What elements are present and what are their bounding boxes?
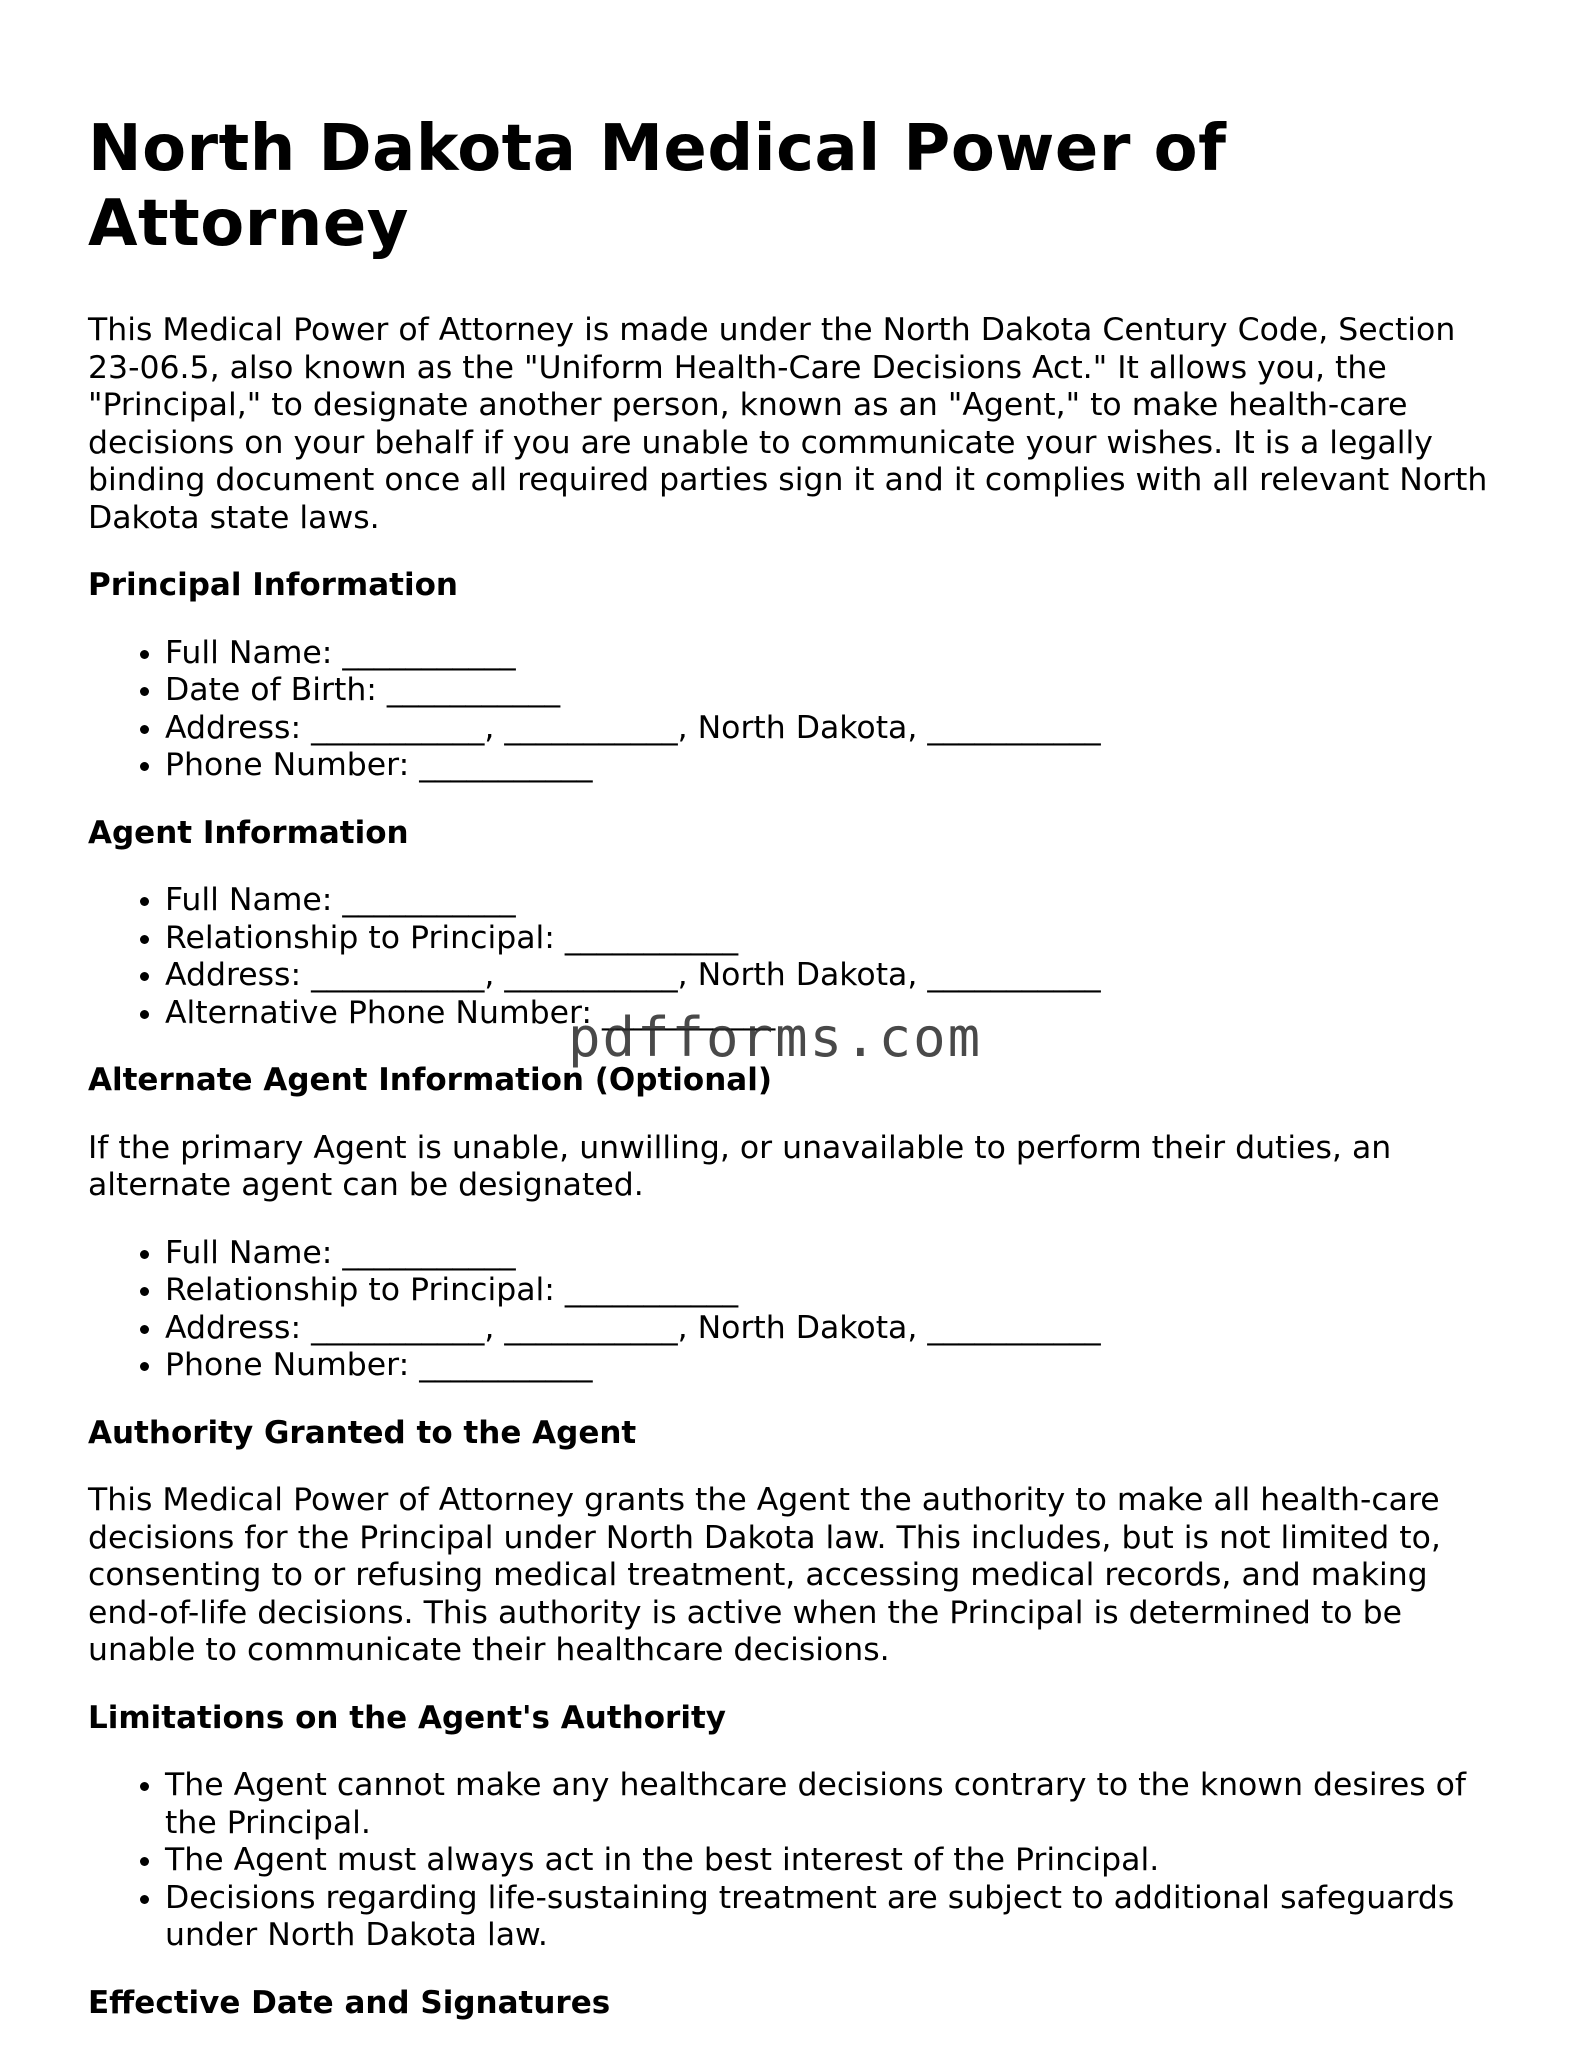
list-item: • Full Name: ___________ — [165, 882, 1508, 920]
list-item: • Relationship to Principal: ___________ — [165, 920, 1508, 958]
agent-list — [88, 882, 1508, 1032]
list-item: • Relationship to Principal: ___________ — [165, 1272, 1508, 1310]
list-item: • Date of Birth: ___________ — [165, 672, 1508, 710]
list-item: • Address: ___________, ___________, North Dakota, ___________ — [165, 710, 1508, 748]
list-item: • Decisions regarding life-sustaining treatment are subject to additional safeguards under North Dakota law. — [165, 1880, 1508, 1955]
document-page — [88, 112, 1508, 2052]
principal-heading: Principal Information — [88, 567, 458, 603]
alternate-agent-description: If the primary Agent is unable, unwilling, or unavailable to perform their duties, an alternate agent can be designated. — [88, 1129, 1392, 1203]
agent-heading: Agent Information — [88, 814, 409, 851]
intro-paragraph: This Medical Power of Attorney is made under the North Dakota Century Code, Section 23-06.5, also known as the "Uniform Health-Care Decisions Act." It allows you, the "Principal," to designate another person, known as an "Agent," to make health-care decisions on your behalf if you are unable to communicate your wishes. It is a legally binding document once all required parties sign it and it complies with all relevant North Dakota state laws. — [88, 312, 1488, 536]
signatures-heading: Effective Date and Signatures — [88, 1984, 611, 2021]
list-item: • Address: ___________, ___________, North Dakota, ___________ — [165, 957, 1508, 995]
list-item: • Full Name: ___________ — [165, 1235, 1508, 1273]
alternate-agent-list — [88, 1235, 1508, 1385]
authority-paragraph: This Medical Power of Attorney grants the Agent the authority to make all health-care decisions for the Principal under North Dakota law. This includes, but is not limited to, consenting to or refusing medical treatment, accessing medical records, and making end-of-life decisions. This authority is active when the Principal is determined to be unable to communicate their healthcare decisions. — [88, 1482, 1441, 1668]
authority-heading: Authority Granted to the Agent — [88, 1414, 637, 1451]
watermark: pdfforms.com — [568, 1006, 983, 1069]
list-item: • The Agent cannot make any healthcare decisions contrary to the known desires of the Principal. — [165, 1767, 1508, 1842]
alternate-agent-heading: Alternate Agent Information (Optional) — [88, 1062, 772, 1098]
list-item: • Phone Number: ___________ — [165, 1347, 1508, 1385]
limitations-list — [88, 1767, 1508, 1955]
list-item: • Full Name: ___________ — [165, 635, 1508, 673]
list-item: • Address: ___________, ___________, North Dakota, ___________ — [165, 1310, 1508, 1348]
document-title: North Dakota Medical Power of Attorney — [88, 112, 1227, 261]
limitations-heading: Limitations on the Agent's Authority — [88, 1699, 726, 1736]
list-item: • Alternative Phone Number: ___________ — [165, 995, 1508, 1033]
list-item: • Phone Number: ___________ — [165, 747, 1508, 785]
list-item: • The Agent must always act in the best interest of the Principal. — [165, 1842, 1508, 1880]
principal-list — [88, 635, 1508, 785]
